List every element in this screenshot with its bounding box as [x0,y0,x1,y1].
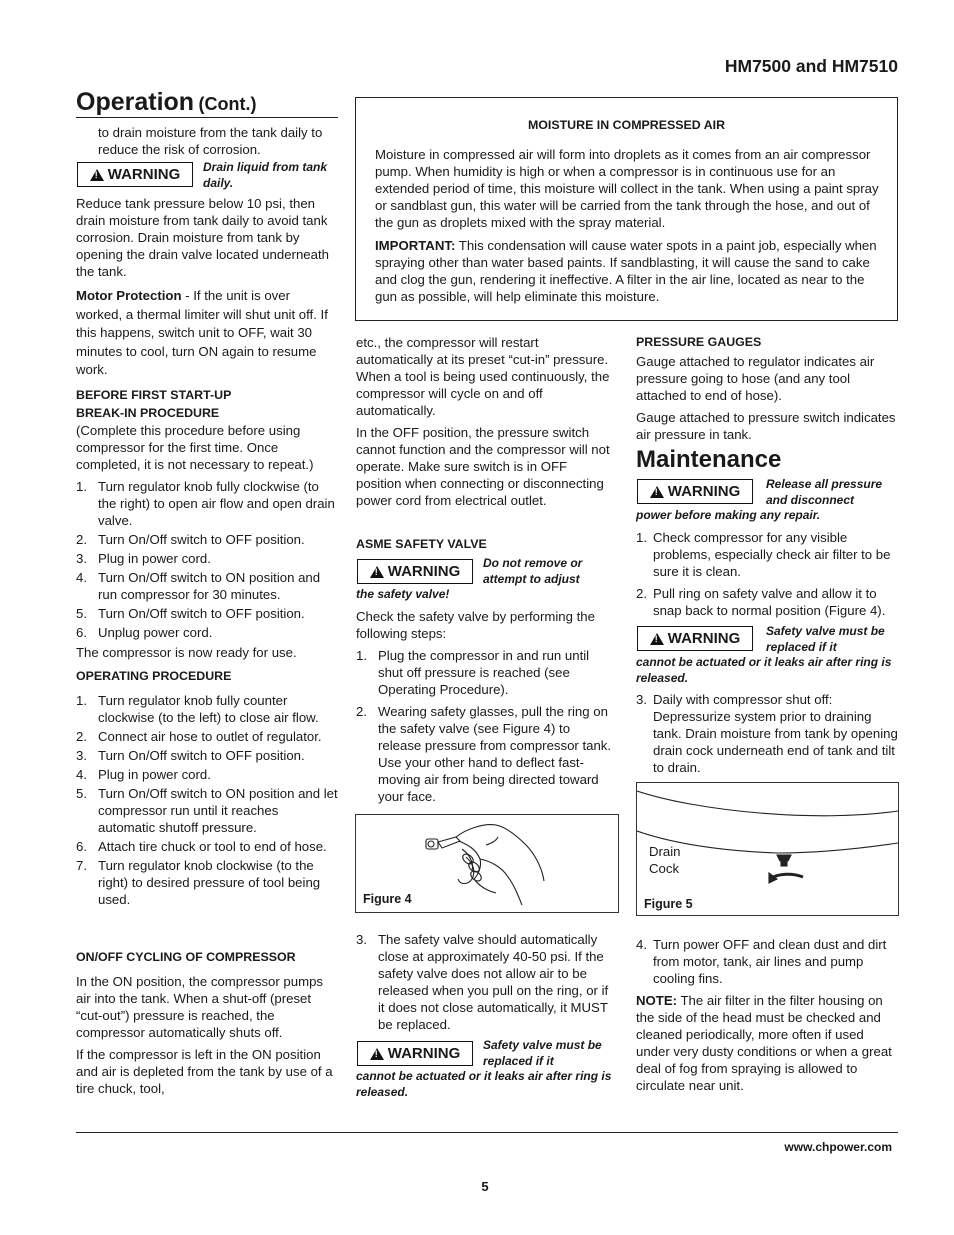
gauges-paragraph-2: Gauge attached to pressure switch indicates air pressure in tank. [636,410,896,442]
list-item: 5. Turn On/Off switch to OFF position. [76,606,305,621]
intro-text: to drain moisture from the tank daily to reduce the risk of corrosion. [98,125,323,157]
motor-protection-label: Motor Protection [76,288,182,303]
list-item: 1. Turn regulator knob fully clockwise (to the right) to open air flow and open drain valve. [76,479,335,528]
figure-4-label: Figure 4 [363,892,412,906]
warning-triangle-icon [370,1048,384,1060]
motor-protection-text: - If the unit is over worked, a thermal limiter will shut unit off. If this happens, switch unit to OFF, wait 30 minutes to cool, turn ON again to resume work. [76,288,328,377]
warning-badge-4 [637,479,753,504]
off-position-paragraph: In the OFF position, the pressure switch cannot function and the compressor will not operate. Make sure switch is in OFF position when connecting or disconnecting power cord from electrical outlet. [356,425,610,508]
moisture-paragraph: Moisture in compressed air will form into droplets as it comes from an air compressor pump. When humidity is high or when a compressor is in continuous use for an extended period of time, this moisture will collect in the tank. When using a paint spray or sandblast gun, this water will be carried from the tank through the hose, and out of the gun as droplets mixed with the spray material. [375,147,879,230]
warning-label: WARNING [387,563,461,580]
check-valve-text: Check the safety valve by performing the following steps: [356,609,595,641]
maintenance-steps-a [636,529,898,619]
safety-valve-steps [356,647,614,805]
warning-label: WARNING [667,630,741,647]
list-item: 1. Plug the compressor in and run until shut off pressure is reached (see Operating Procedure). [356,648,590,697]
cycling-paragraph-1: In the ON position, the compressor pumps air into the tank. When a shut-off (preset “cut-out”) pressure is reached, the compressor automatically shuts off. [76,974,324,1040]
maintenance-step-4 [636,936,898,987]
note-label: NOTE: [636,993,678,1008]
list-item: 6. Unplug power cord. [76,625,213,640]
operation-title-cont: (Cont.) [198,94,257,114]
warning-note-1: Drain liquid from tank daily. [203,160,328,190]
important-paragraph [375,237,887,305]
breakin-done: The compressor is now ready for use. [76,645,297,660]
list-item: 2. Turn On/Off switch to OFF position. [76,532,305,547]
footer-url: www.chpower.com [784,1140,892,1154]
list-item: 3. Plug in power cord. [76,551,211,566]
operation-title [76,88,338,118]
restart-paragraph: etc., the compressor will restart automatically at its preset “cut-in” pressure. When a tool is being used continuously, the compressor will cycle on and off automatically. [356,335,610,418]
figure-5-label: Figure 5 [644,897,693,911]
figure-4 [355,814,619,913]
warning-badge-3 [357,1041,473,1066]
warning-label: WARNING [667,483,741,500]
warning-badge-5 [637,626,753,651]
list-item: 5. Turn On/Off switch to ON position and let compressor run until it reaches automatic shutoff pressure. [76,786,338,835]
cycling-paragraph-2: If the compressor is left in the ON position and air is depleted from the tank by use of a tire chuck, tool, [76,1047,333,1096]
operating-heading: OPERATING PROCEDURE [76,669,232,683]
maintenance-step-3 [636,691,898,776]
list-item: 2. Connect air hose to outlet of regulator. [76,729,322,744]
operation-title-main: Operation [76,88,195,116]
figure-5 [636,782,899,916]
maintenance-title: Maintenance [636,446,782,473]
safety-valve-step-3 [356,931,614,1033]
drain-cock [777,855,791,861]
asme-heading: ASME SAFETY VALVE [356,537,487,551]
warning-note-3a: Safety valve must be replaced if it [483,1038,602,1068]
warning-note-5a: Safety valve must be replaced if it [766,624,885,654]
note-text: The air filter in the filter housing on the side of the head must be checked and cleaned periodically, more often if used under very dusty conditions or when a great deal of fog from spraying is allowed to circulate near unit. [636,993,892,1093]
list-item: 2. Wearing safety glasses, pull the ring on the safety valve (see Figure 4) to release pressure from compressor tank. Use your other hand to deflect fast-moving air from being directed toward your face. [356,704,612,804]
list-item: 4. Turn power OFF and clean dust and dirt from motor, tank, air lines and pump cooling fins. [636,937,887,986]
drain-label-2: Cock [649,861,680,876]
list-item: 6. Attach tire chuck or tool to end of hose. [76,839,327,854]
note-paragraph [636,992,898,1094]
warning-label: WARNING [387,1045,461,1062]
breakin-heading-2: BREAK-IN PROCEDURE [76,406,220,420]
list-item: 3. Daily with compressor shut off: Depressurize system prior to draining tank. Drain moisture from tank by opening drain cock underneath end of tank and tilt to drain. [636,692,898,775]
list-item: 2. Pull ring on safety valve and allow it to snap back to normal position (Figure 4). [636,586,886,618]
model-header: HM7500 and HM7510 [724,56,898,76]
tank-top-curve [637,791,898,816]
operating-steps [76,692,339,910]
list-item: 3. Turn On/Off switch to OFF position. [76,748,305,763]
list-item: 1. Turn regulator knob fully counter clockwise (to the left) to close air flow. [76,693,319,725]
footer-divider [76,1132,898,1133]
warning-note-5b: cannot be actuated or it leaks air after ring is released. [636,655,892,685]
warning-note-3b: cannot be actuated or it leaks air after ring is released. [356,1069,612,1099]
list-item: 3. The safety valve should automatically close at approximately 40-50 psi. If the safety valve does not allow air to be released when you pull on the ring, or if it does not close automatically, it MUST be replaced. [356,932,609,1032]
warning-badge-1 [77,162,193,187]
warning-note-4b: power before making any repair. [636,508,821,522]
breakin-steps [76,478,339,643]
breakin-heading-1: BEFORE FIRST START-UP [76,388,232,402]
breakin-intro: (Complete this procedure before using compressor for the first time. Once completed, it is not necessary to repeat.) [76,423,314,472]
warning-note-2b: the safety valve! [356,587,450,601]
important-text: This condensation will cause water spots in a paint job, especially when spraying other than water based paints. If sandblasting, it will cause the sand to cake and clog the gun, rendering it ineffective. A filter in the air line, located as near to the gun as possible, will help eliminate this moisture. [375,238,877,304]
gauges-heading: PRESSURE GAUGES [636,335,762,349]
list-item: 7. Turn regulator knob clockwise (to the right) to desired pressure of tool being used. [76,858,321,907]
warning-triangle-icon [650,486,664,498]
page-number: 5 [481,1179,489,1194]
warning-label: WARNING [107,166,181,183]
cycling-heading: ON/OFF CYCLING OF COMPRESSOR [76,950,296,964]
drain-paragraph: Reduce tank pressure below 10 psi, then drain moisture from tank daily to avoid tank corrosion. Drain moisture from tank by opening the drain valve located underneath the tank. [76,196,329,279]
important-label: IMPORTANT: [375,238,456,253]
gauges-paragraph-1: Gauge attached to regulator indicates air pressure going to hose (and any tool attached to end of hose). [636,354,875,403]
list-item: 1. Check compressor for any visible problems, especially check air filter to be sure it is clean. [636,530,891,579]
list-item: 4. Plug in power cord. [76,767,211,782]
warning-note-2a: Do not remove or attempt to adjust [483,556,583,586]
motor-protection-paragraph [76,287,339,380]
list-item: 4. Turn On/Off switch to ON position and run compressor for 30 minutes. [76,570,321,602]
moisture-box [355,97,898,321]
moisture-heading: MOISTURE IN COMPRESSED AIR [527,118,726,132]
drain-label-1: Drain [649,844,681,859]
warning-triangle-icon [650,633,664,645]
warning-badge-2 [357,559,473,584]
warning-triangle-icon [90,169,104,181]
warning-triangle-icon [370,566,384,578]
warning-note-4a: Release all pressure and disconnect [766,477,883,507]
